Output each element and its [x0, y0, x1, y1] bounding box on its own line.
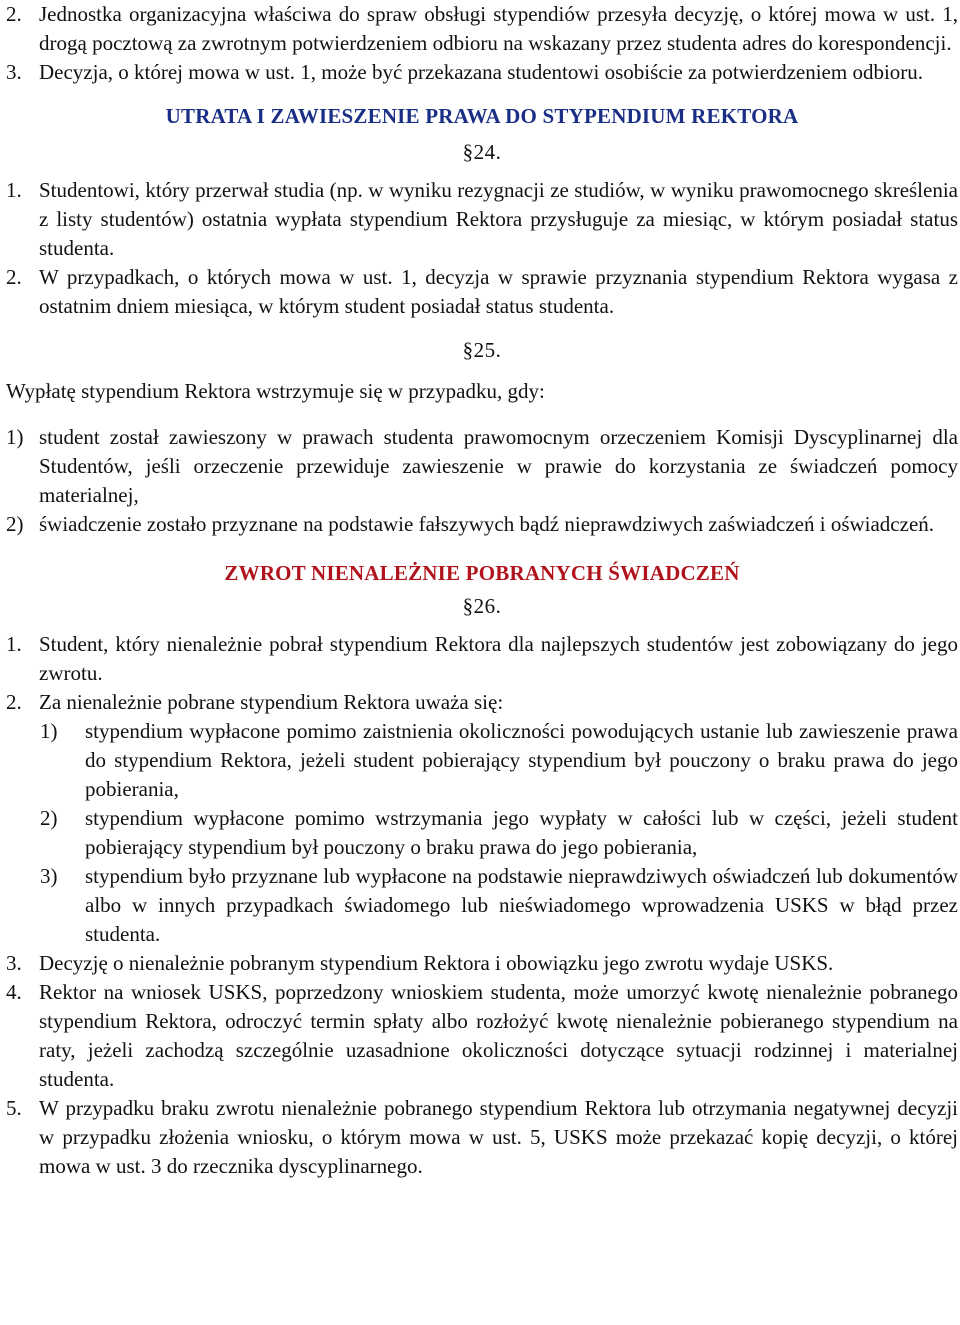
- subitem-text: stypendium wypłacone pomimo zaistnienia okoliczności powodujących ustanie lub zawieszenie prawa do stypendium Rektora, jeżeli student pobierający stypendium był pouczony o braku prawa do jego pobierania,: [85, 719, 958, 801]
- subitem-text: stypendium było przyznane lub wypłacone na podstawie nieprawdziwych oświadczeń lub dokumentów albo w innych przypadkach świadomego lub nieświadomego wprowadzenia USKS w błąd przez studenta.: [85, 864, 958, 946]
- section-26-item-2: [6, 688, 958, 717]
- item-text: W przypadkach, o których mowa w ust. 1, decyzja w sprawie przyznania stypendium Rektora wygasa z ostatnim dniem miesiąca, w którym student posiadał status studenta.: [39, 265, 958, 318]
- section-24-item-2: [6, 263, 958, 321]
- item-text: student został zawieszony w prawach studenta prawomocnym orzeczeniem Komisji Dyscyplinarnej dla Studentów, jeśli orzeczenie przewiduje zawieszenie w prawie do korzystania ze świadczeń pomocy materialnej,: [39, 425, 958, 507]
- section-26-item-3: [6, 949, 958, 978]
- item-text: Za nienależnie pobrane stypendium Rektora uważa się:: [39, 690, 504, 714]
- item-number: 2.: [6, 2, 22, 26]
- item-text: Decyzję o nienależnie pobranym stypendium Rektora i obowiązku jego zwrotu wydaje USKS.: [39, 951, 834, 975]
- paragraph-25-number: §25.: [462, 338, 502, 362]
- item-number: 1): [6, 425, 24, 449]
- item-text: Studentowi, który przerwał studia (np. w wyniku rezygnacji ze studiów, w wyniku prawomocnego skreślenia z listy studentów) ostatnia wypłata stypendium Rektora przysługuje za miesiąc, w którym posiadał status studenta.: [39, 178, 958, 260]
- subitem-number: 3): [40, 864, 58, 888]
- item-text: Decyzja, o której mowa w ust. 1, może być przekazana studentowi osobiście za potwierdzeniem odbioru.: [39, 60, 924, 84]
- section-23-item-3: [6, 58, 958, 87]
- paragraph-26-number: §26.: [462, 594, 502, 618]
- subitem-number: 2): [40, 806, 58, 830]
- item-number: 4.: [6, 980, 22, 1004]
- item-number: 3.: [6, 60, 22, 84]
- section-26-subitem-3: [6, 862, 958, 949]
- section-25-intro: Wypłatę stypendium Rektora wstrzymuje się w przypadku, gdy:: [6, 379, 545, 403]
- item-text: W przypadku braku zwrotu nienależnie pobranego stypendium Rektora lub otrzymania negatywnej decyzji w przypadku złożenia wniosku, o którym mowa w ust. 5, USKS może przekazać kopię decyzji, o której mowa w ust. 3 do rzecznika dyscyplinarnego.: [39, 1096, 958, 1178]
- item-text: Student, który nienależnie pobrał stypendium Rektora dla najlepszych studentów jest zobowiązany do jego zwrotu.: [39, 632, 958, 685]
- item-number: 2.: [6, 265, 22, 289]
- section-26-item-1: [6, 630, 958, 688]
- section-26-item-5: [6, 1094, 958, 1181]
- item-number: 1.: [6, 178, 22, 202]
- heading-refund: ZWROT NIENALEŻNIE POBRANYCH ŚWIADCZEŃ: [224, 561, 740, 585]
- section-23-item-2: [6, 0, 958, 58]
- item-number: 3.: [6, 951, 22, 975]
- subitem-number: 1): [40, 719, 58, 743]
- section-26-item-4: [6, 978, 958, 1094]
- section-26-subitem-2: [6, 804, 958, 862]
- section-24-item-1: [6, 176, 958, 263]
- item-number: 1.: [6, 632, 22, 656]
- item-text: świadczenie zostało przyznane na podstawie fałszywych bądź nieprawdziwych zaświadczeń i oświadczeń.: [39, 512, 935, 536]
- item-number: 5.: [6, 1096, 22, 1120]
- item-text: Jednostka organizacyjna właściwa do spraw obsługi stypendiów przesyła decyzję, o której mowa w ust. 1, drogą pocztową za zwrotnym potwierdzeniem odbioru na wskazany przez studenta adres do korespondencji.: [39, 2, 958, 55]
- item-number: 2): [6, 512, 24, 536]
- section-25-item-2: [6, 510, 958, 539]
- item-text: Rektor na wniosek USKS, poprzedzony wnioskiem studenta, może umorzyć kwotę nienależnie pobranego stypendium Rektora, odroczyć termin spłaty albo rozłożyć kwotę nienależnie pobieranego stypendium na raty, jeżeli zachodzą szczególnie uzasadnione okoliczności dotyczące sytuacji rodzinnej i materialnej studenta.: [39, 980, 958, 1091]
- paragraph-24-number: §24.: [462, 140, 502, 164]
- subitem-text: stypendium wypłacone pomimo wstrzymania jego wypłaty w całości lub w części, jeżeli student pobierający stypendium był pouczony o braku prawa do jego pobierania,: [85, 806, 958, 859]
- heading-loss-suspension: UTRATA I ZAWIESZENIE PRAWA DO STYPENDIUM REKTORA: [165, 104, 799, 128]
- section-26-subitem-1: [6, 717, 958, 804]
- section-25-item-1: [6, 423, 958, 510]
- item-number: 2.: [6, 690, 22, 714]
